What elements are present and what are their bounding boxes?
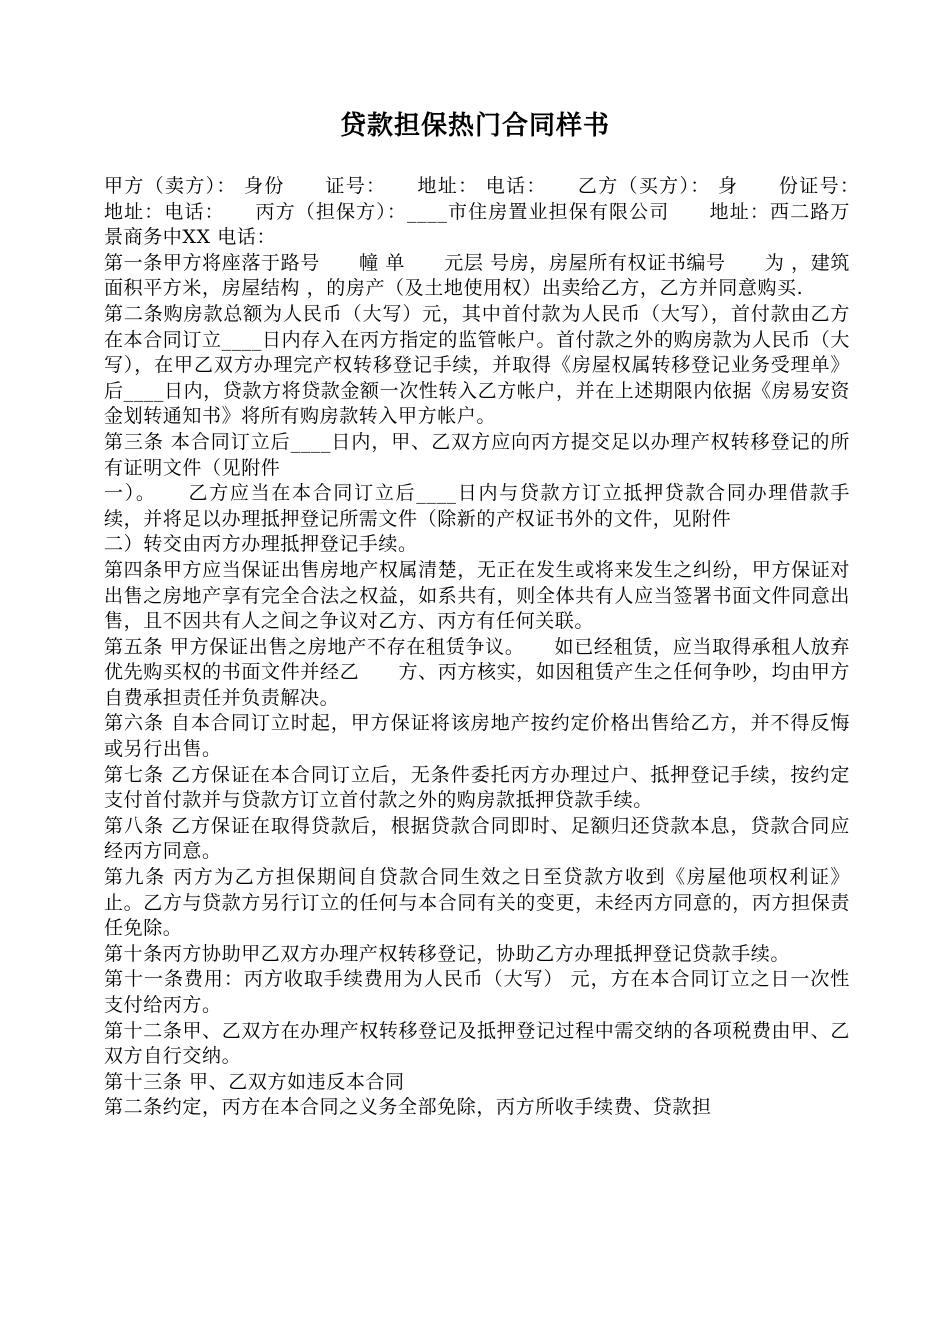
- parties-paragraph: 甲方（卖方）： 身份 证号： 地址： 电话： 乙方（买方）： 身 份证号： 地址：电话： 丙方（担保方）：____市住房置业担保有限公司 地址：西二路万景商务中XX 电话：: [104, 175, 890, 249]
- document-title: 贷款担保热门合同样书: [339, 111, 610, 141]
- article-11-paragraph: 第十一条费用：丙方收取手续费用为人民币（大写） 元，方在本合同订立之日一次性支付给丙方。: [104, 968, 850, 1016]
- article-1-paragraph: 第一条甲方将座落于路号 幢 单 元层 号房，房屋所有权证书编号 为 ，建筑面积平方米，房屋结构 ，的房产（及土地使用权）出卖给乙方，乙方并同意购买.: [104, 251, 850, 300]
- article-10-paragraph: 第十条丙方协助甲乙双方办理产权转移登记，协助乙方办理抵押登记贷款手续。: [104, 942, 791, 965]
- article-3-paragraph: 第三条 本合同订立后____日内，甲、乙双方应向丙方提交足以办理产权转移登记的所有证明文件（见附件: [104, 430, 850, 479]
- article-5-paragraph: 第五条 甲方保证出售之房地产不存在租赁争议。 如已经租赁，应当取得承租人放弃优先购买权的书面文件并经乙 方、丙方核实，如因租赁产生之任何争吵，均由甲方自费承担责任并负责解决。: [104, 635, 850, 709]
- article-3-attachment-paragraph: 二）转交由丙方办理抵押登记手续。: [104, 533, 418, 556]
- article-13-paragraph: 第十三条 甲、乙双方如违反本合同: [104, 1070, 405, 1093]
- document-body: [104, 174, 890, 1121]
- article-4-paragraph: 第四条甲方应当保证出售房地产权属清楚，无正在发生或将来发生之纠纷，甲方保证对出售之房地产享有完全合法之权益，如系共有，则全体共有人应当签署书面文件同意出售，且不因共有人之间之争议对乙方、丙方有任何关联。: [104, 558, 850, 633]
- article-7-paragraph: 第七条 乙方保证在本合同订立后，无条件委托丙方办理过户、抵押登记手续，按约定支付首付款并与贷款方订立首付款之外的购房款抵押贷款手续。: [104, 763, 850, 812]
- article-2-paragraph: 第二条购房款总额为人民币（大写）元，其中首付款为人民币（大写），首付款由乙方在本合同订立____日内存入在丙方指定的监管帐户。首付款之外的购房款为人民币（大写），在甲乙双方办理完产权转移登记手续，并取得《房屋权属转移登记业务受理单》后____日内，贷款方将贷款金额一次性转入乙方帐户，并在上述期限内依据《房易安资金划转通知书》将所有购房款转入甲方帐户。: [104, 302, 851, 428]
- article-13-continued-paragraph: 第二条约定，丙方在本合同之义务全部免除，丙方所收手续费、贷款担: [104, 1096, 712, 1119]
- article-3-continued-paragraph: 一）。 乙方应当在本合同订立后____日内与贷款方订立抵押贷款合同办理借款手续，并将足以办理抵押登记所需文件（除新的产权证书外的文件，见附件: [104, 482, 850, 530]
- article-12-paragraph: 第十二条甲、乙双方在办理产权转移登记及抵押登记过程中需交纳的各项税费由甲、乙双方自行交纳。: [104, 1019, 850, 1068]
- article-8-paragraph: 第八条 乙方保证在取得贷款后，根据贷款合同即时、足额归还贷款本息，贷款合同应经丙方同意。: [104, 814, 850, 863]
- article-6-paragraph: 第六条 自本合同订立时起，甲方保证将该房地产按约定价格出售给乙方，并不得反悔或另行出售。: [104, 712, 850, 761]
- article-9-paragraph: 第九条 丙方为乙方担保期间自贷款合同生效之日至贷款方收到《房屋他项权利证》止。乙方与贷款方另行订立的任何与本合同有关的变更，未经丙方同意的，丙方担保责任免除。: [104, 866, 850, 940]
